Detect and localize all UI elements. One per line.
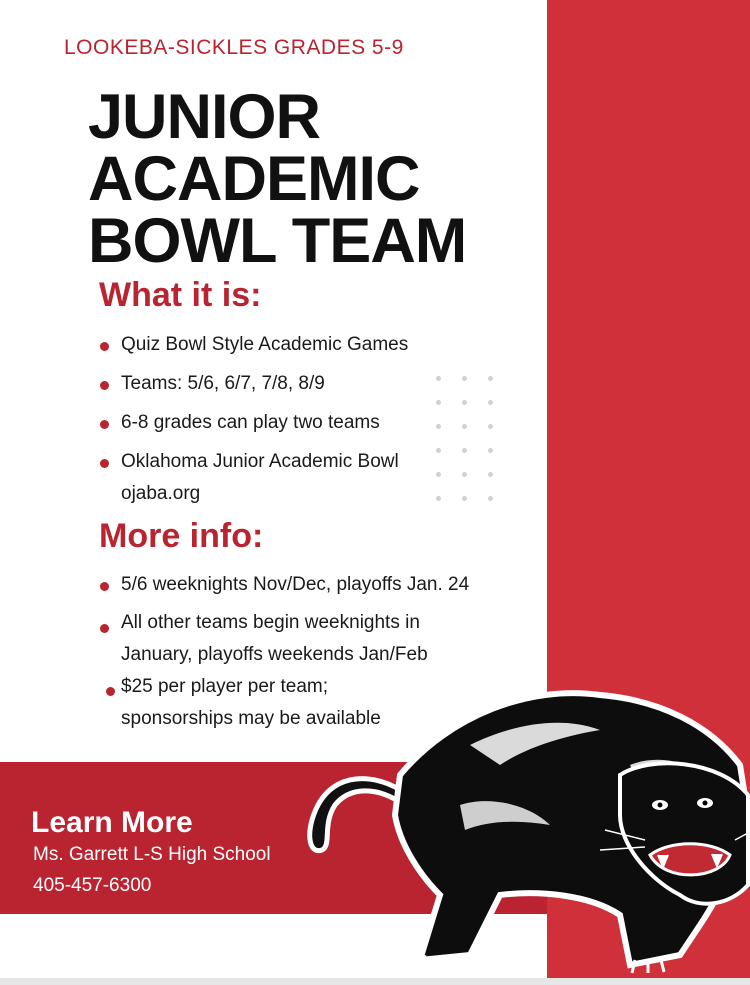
bullet-dot-icon [100,420,109,429]
list-item: Quiz Bowl Style Academic Games [100,329,408,361]
title-line-1: JUNIOR [88,82,321,152]
list-item: All other teams begin weeknights in [100,607,469,639]
bullet-dot-icon [106,687,115,696]
contact-name: Ms. Garrett L-S High School [33,844,271,865]
list-item-continuation [100,478,408,510]
bottom-strip [0,978,750,985]
learn-more-title: Learn More [31,806,193,839]
list-item-continuation: sponsorships may be available [121,708,381,729]
list-item: Teams: 5/6, 6/7, 7/8, 8/9 [100,368,408,400]
school-grades-label: LOOKEBA-SICKLES GRADES 5-9 [64,36,404,59]
contact-phone: 405-457-6300 [33,875,152,896]
bullet-dot-icon [100,381,109,390]
page-title [88,82,467,276]
ojaba-link-text: ojaba.org [121,483,201,504]
what-it-is-list [100,329,408,510]
list-item: $25 per player per team; [100,671,469,703]
list-item: 6-8 grades can play two teams [100,407,408,439]
title-line-2: ACADEMIC [88,144,420,214]
bullet-dot-icon [100,459,109,468]
more-info-heading: More info: [99,517,264,555]
list-item: 5/6 weeknights Nov/Dec, playoffs Jan. 24 [100,569,469,601]
decorative-dot-grid [436,376,506,501]
bullet-dot-icon [100,582,109,591]
bullet-dot-icon [100,342,109,351]
bullet-dot-icon [100,624,109,633]
list-item: Oklahoma Junior Academic Bowl [100,446,408,478]
list-item-continuation: January, playoffs weekends Jan/Feb [121,644,428,665]
title-line-3: BOWL TEAM [88,206,467,276]
panther-mascot-icon [300,655,750,975]
what-it-is-heading: What it is: [99,276,262,314]
